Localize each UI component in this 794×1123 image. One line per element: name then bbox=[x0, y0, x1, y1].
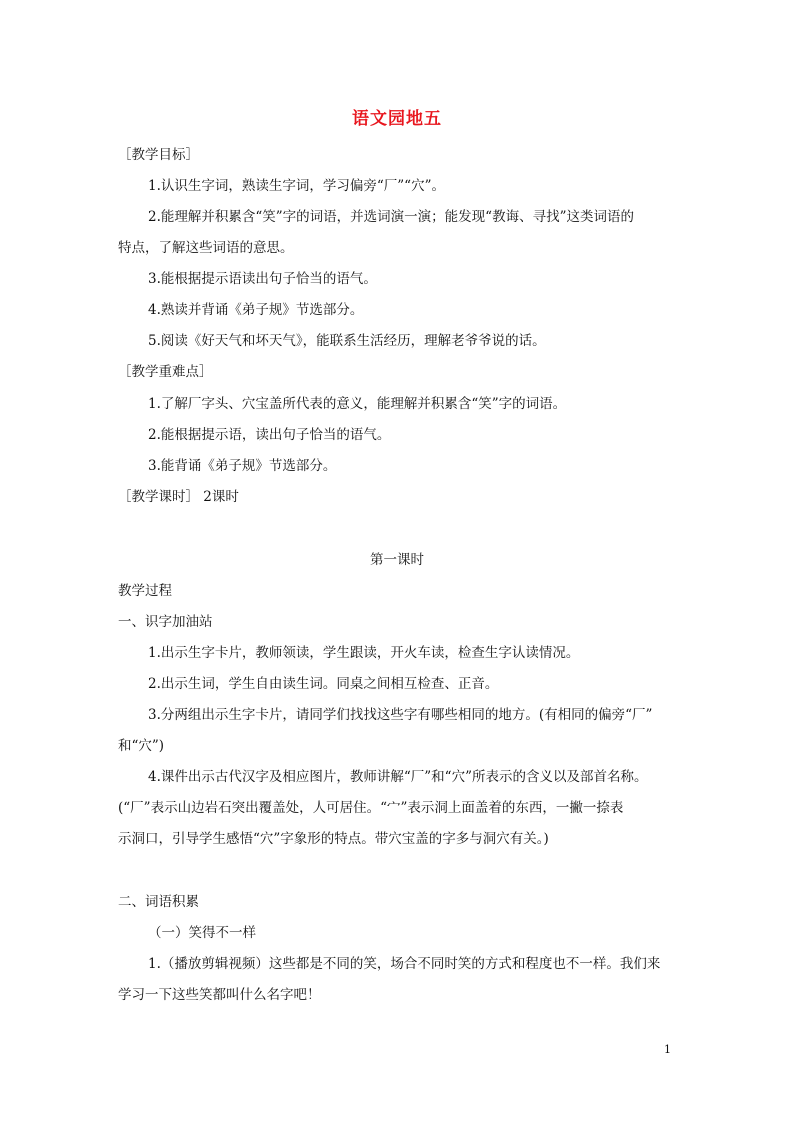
part1-line: 3.分两组出示生字卡片，请同学们找找这些字有哪些相同的地方。(有相同的偏旁“厂” bbox=[148, 707, 653, 723]
objective-line: 3.能根据提示语读出句子恰当的语气。 bbox=[148, 271, 377, 287]
objective-line: 4.熟读并背诵《弟子规》节选部分。 bbox=[148, 302, 364, 318]
lesson-heading: 第一课时 bbox=[370, 552, 424, 568]
key-points-heading: ［教学重难点］ bbox=[118, 364, 213, 380]
objectives-heading: ［教学目标］ bbox=[118, 147, 199, 163]
part1-line: 示洞口，引导学生感悟“穴”字象形的特点。带穴宝盖的字多与洞穴有关。) bbox=[118, 831, 549, 847]
objective-line: 2.能理解并积累含“笑”字的词语，并选词演一演；能发现“教诲、寻找”这类词语的 bbox=[148, 209, 634, 225]
process-label: 教学过程 bbox=[118, 583, 172, 599]
part1-line: 2.出示生词，学生自由读生词。同桌之间相互检查、正音。 bbox=[148, 676, 499, 692]
part1-line: 和“穴”) bbox=[118, 738, 165, 754]
part2-line: 学习一下这些笑都叫什么名字吧！ bbox=[118, 987, 321, 1003]
part2-subheading: （一）笑得不一样 bbox=[148, 925, 256, 941]
hours-line: ［教学课时］ 2课时 bbox=[118, 489, 239, 505]
objective-line: 5.阅读《好天气和坏天气》，能联系生活经历，理解老爷爷说的话。 bbox=[148, 333, 546, 349]
part1-line: (“厂”表示山边岩石突出覆盖处，人可居住。“宀”表示洞上面盖着的东西，一撇一捺表 bbox=[118, 800, 624, 816]
part1-line: 1.出示生字卡片，教师领读，学生跟读，开火车读，检查生字认读情况。 bbox=[148, 645, 580, 661]
document-title: 语文园地五 bbox=[352, 109, 442, 129]
key-point-line: 2.能根据提示语，读出句子恰当的语气。 bbox=[148, 427, 391, 443]
part2-line: 1.（播放剪辑视频）这些都是不同的笑，场合不同时笑的方式和程度也不一样。我们来 bbox=[148, 956, 661, 972]
objective-line: 特点，了解这些词语的意思。 bbox=[118, 240, 294, 256]
key-point-line: 3.能背诵《弟子规》节选部分。 bbox=[148, 458, 337, 474]
part1-line: 4.课件出示古代汉字及相应图片，教师讲解“厂”和“穴”所表示的含义以及部首名称。 bbox=[148, 769, 648, 785]
part2-heading: 二、词语积累 bbox=[118, 894, 199, 910]
key-point-line: 1.了解厂字头、穴宝盖所代表的意义，能理解并积累含“笑”字的词语。 bbox=[148, 396, 567, 412]
page-number: 1 bbox=[664, 1043, 671, 1056]
part1-heading: 一、识字加油站 bbox=[118, 614, 213, 630]
objective-line: 1.认识生字词，熟读生字词，学习偏旁“厂”“穴”。 bbox=[148, 178, 445, 194]
